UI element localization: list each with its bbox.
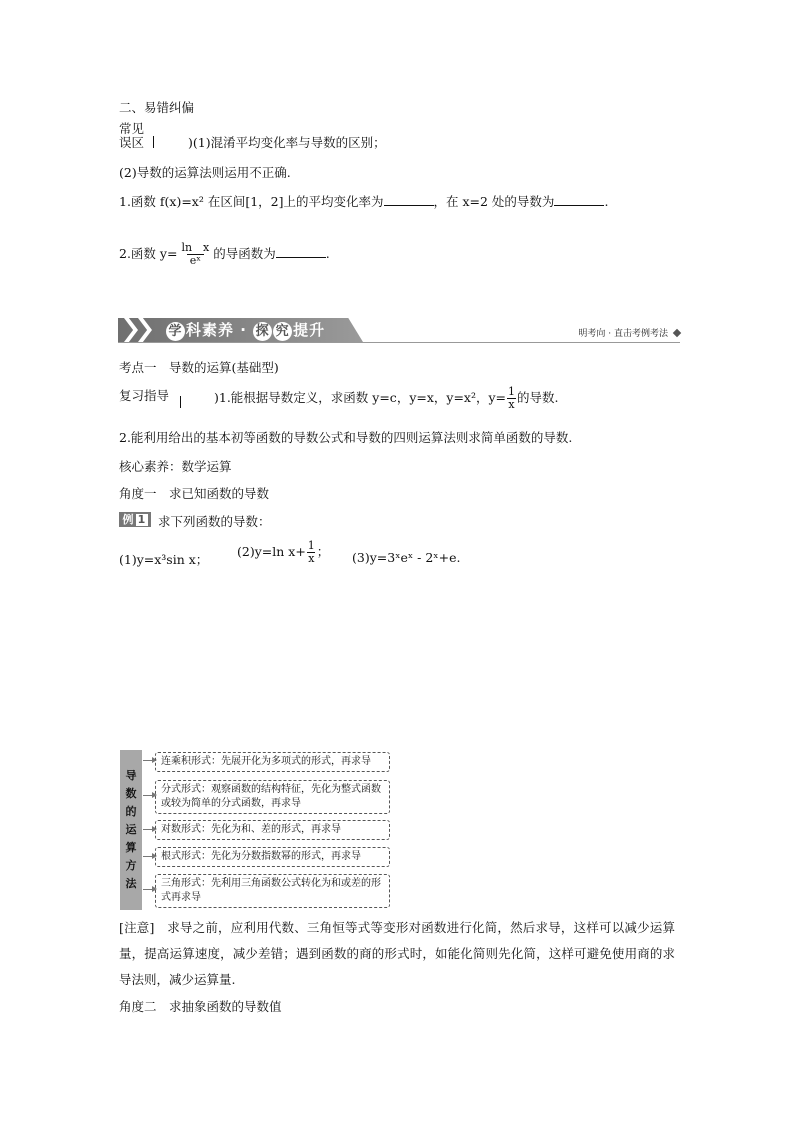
example-formula-1: (1)y=x³sin x；: [119, 552, 209, 567]
method-box-radical: 根式形式：先化为分数指数幂的形式，再求导: [155, 847, 390, 867]
banner-title: [166, 319, 325, 341]
side-char: 数: [125, 787, 137, 800]
q2-suffix: 的导函数为: [213, 246, 276, 261]
q2-fraction: [178, 242, 212, 267]
banner-circle-char: 探: [253, 322, 272, 341]
guide-frac-den: x: [508, 398, 515, 411]
side-char: 导: [125, 769, 137, 782]
q2-denominator: eˣ: [187, 254, 204, 267]
banner-subtitle: 明考向 · 直击考例考法: [578, 329, 668, 339]
banner-text-1: 科素养 ·: [186, 321, 254, 339]
core-literacy: 核心素养：数学运算: [119, 459, 232, 474]
banner-circle-char: 学: [166, 322, 185, 341]
example-formula-3: (3)y=3ˣeˣ - 2ˣ+e.: [352, 550, 461, 565]
side-char: 算: [125, 841, 137, 854]
side-char: 法: [125, 877, 137, 890]
arrow-icon: [143, 889, 155, 890]
angle-1-title: 角度一 求已知函数的导数: [119, 486, 270, 501]
f2-prefix: (2)y=ln x+: [237, 544, 306, 559]
guide-bracket: [180, 396, 181, 408]
review-guide: [119, 386, 169, 404]
tag-bracket: [153, 136, 154, 148]
example-prompt: 求下列函数的导数：: [158, 514, 271, 529]
q1-mid: ，在 x=2 处的导数为: [433, 194, 555, 209]
arrow-icon: [143, 795, 155, 796]
q2-numerator: ln x: [181, 241, 210, 254]
section-banner: [118, 316, 680, 346]
example-formula-2: [237, 540, 329, 565]
question-1: [119, 192, 608, 210]
q1-end: .: [604, 194, 609, 209]
q2-prefix: 2.函数 y=: [119, 246, 178, 261]
mistake-item-1: )(1)混淆平均变化率与导数的区别；: [188, 135, 386, 150]
guide-text-1-end: 的导数.: [517, 390, 559, 405]
method-box-log: 对数形式：先化为和、差的形式，再求导: [155, 820, 390, 840]
example-tag: [119, 512, 151, 527]
banner-rule: [118, 342, 680, 343]
guide-frac-num: 1: [508, 385, 516, 398]
guide-text-1: )1.能根据导数定义，求函数 y=c，y=x，y=x²，y=: [214, 390, 507, 405]
example-tag-number: 1: [136, 514, 148, 526]
f2-suffix: ；: [316, 544, 330, 559]
tag-top: 常见: [119, 121, 145, 136]
banner-text-2: 提升: [293, 321, 326, 339]
method-side-label: [120, 750, 142, 910]
guide-line-1: [214, 386, 559, 411]
example-tag-label: 例: [122, 513, 134, 526]
keypoint-title: 考点一 导数的运算(基础型): [119, 360, 279, 375]
q1-prefix: 1.函数 f(x)=x² 在区间[1，2]上的平均变化率为: [119, 194, 384, 209]
section-heading: 二、易错纠偏: [119, 100, 195, 115]
side-char: 的: [125, 805, 137, 818]
guide-label: 复习指导: [119, 388, 170, 403]
q2-end: .: [325, 246, 330, 261]
common-mistakes-tag: [119, 122, 144, 150]
answer-blank-2[interactable]: [554, 193, 604, 206]
guide-line-2: 2.能利用给出的基本初等函数的导数公式和导数的四则运算法则求简单函数的导数.: [119, 430, 573, 445]
side-char: 运: [125, 823, 137, 836]
method-box-product: 连乘积形式：先展开化为多项式的形式，再求导: [155, 752, 390, 772]
note-paragraph: [注意] 求导之前，应利用代数、三角恒等式等变形对函数进行化简，然后求导，这样可以减少运算量，提高运算速度，减少差错；遇到函数的商的形式时，如能化简则先化简，这样可避免使用商的求导法则，减少运算量.: [119, 920, 675, 987]
method-box-trig: 三角形式：先利用三角函数公式转化为和或差的形式再求导: [155, 874, 390, 908]
banner-circle-char: 究: [273, 322, 292, 341]
f2-num: 1: [307, 539, 315, 552]
question-2: [119, 242, 330, 267]
mistake-item-2: (2)导数的运算法则运用不正确.: [119, 165, 291, 180]
guide-fraction: [507, 386, 516, 411]
diamond-icon: [673, 329, 681, 337]
tag-bottom: 误区: [119, 135, 145, 150]
f2-fraction: [307, 540, 316, 565]
answer-blank-3[interactable]: [276, 245, 326, 258]
answer-blank-1[interactable]: [384, 193, 434, 206]
f2-den: x: [308, 552, 315, 565]
arrow-icon: [143, 856, 155, 857]
side-char: 方: [125, 859, 137, 872]
arrow-icon: [143, 829, 155, 830]
angle-2-title: 角度二 求抽象函数的导数值: [119, 999, 282, 1014]
arrow-icon: [143, 760, 155, 761]
method-box-fraction: 分式形式：观察函数的结构特征，先化为整式函数或较为简单的分式函数，再求导: [155, 780, 390, 814]
